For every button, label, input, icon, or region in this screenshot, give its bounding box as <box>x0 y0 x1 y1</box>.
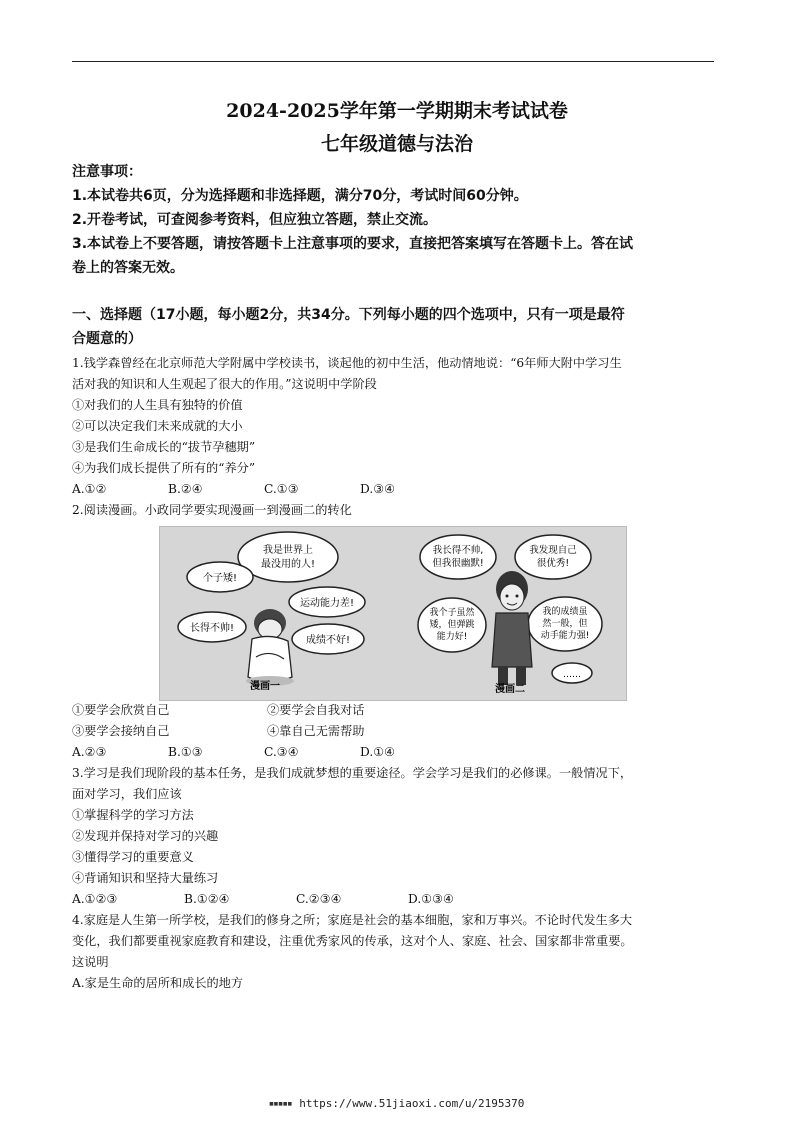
q2-items-row <box>72 721 722 742</box>
section-heading-line: 一、选择题（17小题，每小题2分，共34分。下列每小题的四个选项中，只有一项是最符 <box>72 307 625 323</box>
notice-item: 3.本试卷上不要答题，请按答题卡上注意事项的要求，直接把答案填写在答题卡上。答在试 <box>72 236 634 252</box>
comic-text: 动手能力强! <box>540 631 590 641</box>
q4-stem: 4.家庭是人生第一所学校，是我们的修身之所；家庭是社会的基本细胞，家和万事兴。不论时代发生多大 <box>72 913 633 927</box>
comic-text: 我个子虽然 <box>429 608 475 618</box>
option-d[interactable]: D.③④ <box>360 482 396 496</box>
q3-item: ②发现并保持对学习的兴趣 <box>72 829 219 843</box>
notice-block <box>72 160 722 280</box>
q2-item: ①要学会欣赏自己 <box>72 703 170 717</box>
footer <box>0 1097 794 1110</box>
q2-items-row <box>72 700 722 721</box>
notice-item: 卷上的答案无效。 <box>72 260 184 276</box>
comic-text: 长得不帅! <box>189 623 235 634</box>
q1-item: ①对我们的人生具有独特的价值 <box>72 398 243 412</box>
comic-image <box>159 526 627 701</box>
comic-text: 能力好! <box>436 632 468 642</box>
q4-stem: 这说明 <box>72 955 109 969</box>
q3-item: ④背诵知识和坚持大量练习 <box>72 871 219 885</box>
option-b[interactable]: B.①②④ <box>184 892 230 906</box>
q3-item: ①掌握科学的学习方法 <box>72 808 194 822</box>
comic-text: 个子矮! <box>202 573 238 584</box>
q2-item: ③要学会接纳自己 <box>72 724 170 738</box>
comic-caption-left: 漫画一 <box>250 681 280 692</box>
question-1 <box>72 353 722 521</box>
comic-text: 我长得不帅, <box>432 545 484 556</box>
q1-item: ②可以决定我们未来成就的大小 <box>72 419 243 433</box>
q2-item: ②要学会自我对话 <box>267 703 365 717</box>
comic-text: 成绩不好! <box>305 635 351 646</box>
q2-item: ④靠自己无需帮助 <box>267 724 365 738</box>
comic-text: 运动能力差! <box>299 598 355 609</box>
comic-caption-right: 漫画二 <box>495 684 525 695</box>
option-a[interactable]: A.①② <box>72 482 107 496</box>
q3-options <box>72 889 722 910</box>
option-a[interactable]: A.家是生命的居所和成长的地方 <box>72 976 244 990</box>
q2-options <box>72 742 722 763</box>
question-2-choices <box>72 700 722 994</box>
comic-text: 最没用的人! <box>260 559 316 570</box>
comic-text: 很优秀! <box>536 558 570 569</box>
q1-item: ④为我们成长提供了所有的“养分” <box>72 461 256 475</box>
exam-subtitle: 七年级道德与法治 <box>320 133 473 155</box>
footer-mark: ■■■■■ <box>269 1100 293 1108</box>
notice-heading: 注意事项： <box>72 164 142 180</box>
q1-item: ③是我们生命成长的“拔节孕穗期” <box>72 440 256 454</box>
q2-stem: 2.阅读漫画。小政同学要实现漫画一到漫画二的转化 <box>72 503 352 517</box>
notice-item: 2.开卷考试，可查阅参考资料，但应独立答题，禁止交流。 <box>72 212 438 228</box>
option-c[interactable]: C.①③ <box>264 482 299 496</box>
q3-stem: 面对学习，我们应该 <box>72 787 182 801</box>
q3-stem: 3.学习是我们现阶段的基本任务，是我们成就梦想的重要途径。学会学习是我们的必修课。一般情况下， <box>72 766 633 780</box>
option-a[interactable]: A.②③ <box>72 745 107 759</box>
option-d[interactable]: D.①③④ <box>408 892 454 906</box>
q1-stem: 活对我的知识和人生观起了很大的作用。”这说明中学阶段 <box>72 377 377 391</box>
comic-text: 我发现自己 <box>529 545 577 556</box>
option-c[interactable]: C.③④ <box>264 745 299 759</box>
comic-text: 然一般，但 <box>542 619 588 629</box>
option-c[interactable]: C.②③④ <box>296 892 342 906</box>
comic-text: …… <box>563 670 581 680</box>
option-b[interactable]: B.②④ <box>168 482 203 496</box>
option-b[interactable]: B.①③ <box>168 745 203 759</box>
footer-url[interactable]: https://www.51jiaoxi.com/u/2195370 <box>299 1097 525 1110</box>
section-heading <box>72 303 722 351</box>
comic-text: 我是世界上 <box>263 545 313 556</box>
q1-options <box>72 479 722 500</box>
q3-item: ③懂得学习的重要意义 <box>72 850 194 864</box>
confident-child-figure <box>492 571 532 685</box>
comic-text: 我的成绩虽 <box>542 607 588 617</box>
section-heading-line: 合题意的） <box>72 331 142 347</box>
exam-title: 2024-2025学年第一学期期末考试试卷 <box>226 100 568 122</box>
q4-stem: 变化，我们都要重视家庭教育和建设，注重优秀家风的传承，这对个人、家庭、社会、国家都非常重要。 <box>72 934 633 948</box>
q1-stem: 1.钱学森曾经在北京师范大学附属中学校读书，谈起他的初中生活，他动情地说：“6年师大附中学习生 <box>72 356 622 370</box>
header-rule <box>72 61 714 62</box>
notice-item: 1.本试卷共6页，分为选择题和非选择题，满分70分，考试时间60分钟。 <box>72 188 528 204</box>
option-d[interactable]: D.①④ <box>360 745 396 759</box>
comic-text: 矮，但弹跳 <box>429 620 475 630</box>
comic-text: 但我很幽默! <box>432 558 484 569</box>
option-a[interactable]: A.①②③ <box>72 892 118 906</box>
sad-child-figure <box>246 609 294 686</box>
